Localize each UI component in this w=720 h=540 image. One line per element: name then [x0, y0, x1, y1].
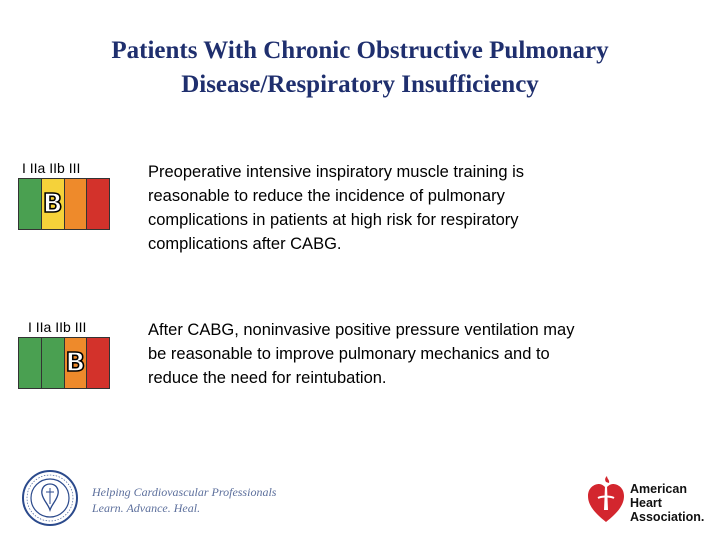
class-header: I IIa IIb III — [22, 160, 81, 176]
class-color-bar — [18, 178, 110, 230]
acc-tagline-line-2: Learn. Advance. Heal. — [92, 501, 201, 515]
class-color-bar — [18, 337, 110, 389]
acc-tagline-line-1: Helping Cardiovascular Professionals — [92, 485, 277, 499]
aha-line-3: Association. — [630, 509, 705, 524]
recommendation-line: Preoperative intensive inspiratory muscle training is — [148, 163, 525, 181]
class-iia-cell — [42, 338, 65, 388]
recommendation-line: complications in patients at high risk for respiratory — [148, 211, 519, 229]
recommendation-line: reasonable to reduce the incidence of pulmonary — [148, 187, 505, 205]
slide-title-line-2: Disease/Respiratory Insufficiency — [181, 71, 539, 98]
aha-line-1: American — [630, 481, 687, 496]
acc-seal-icon — [22, 470, 78, 531]
recommendation-1-text — [148, 160, 688, 256]
class-iib-cell — [65, 179, 88, 229]
recommendation-2-text — [148, 318, 688, 390]
class-iib-cell — [65, 338, 88, 388]
aha-logo — [586, 476, 704, 529]
aha-line-2: Heart — [630, 495, 662, 510]
class-header: I IIa IIb III — [28, 319, 87, 335]
heart-torch-icon — [586, 476, 626, 529]
level-of-evidence-badge: B — [65, 348, 86, 378]
recommendation-1-class-box — [18, 160, 118, 230]
recommendation-line: be reasonable to improve pulmonary mechanics and to — [148, 345, 550, 363]
recommendation-line: reduce the need for reintubation. — [148, 369, 387, 387]
class-iii-cell — [87, 338, 109, 388]
acc-tagline — [92, 484, 276, 516]
aha-wordmark — [630, 482, 704, 524]
level-of-evidence-badge: B — [42, 189, 63, 219]
slide-title-line-1: Patients With Chronic Obstructive Pulmonary — [111, 37, 609, 64]
class-iia-cell — [42, 179, 65, 229]
class-i-cell — [19, 338, 42, 388]
recommendation-line: After CABG, noninvasive positive pressure ventilation may — [148, 321, 575, 339]
acc-logo — [22, 470, 276, 530]
recommendation-2-class-box — [18, 319, 118, 389]
recommendation-line: complications after CABG. — [148, 235, 342, 253]
class-i-cell — [19, 179, 42, 229]
slide-title — [0, 34, 720, 102]
class-iii-cell — [87, 179, 109, 229]
